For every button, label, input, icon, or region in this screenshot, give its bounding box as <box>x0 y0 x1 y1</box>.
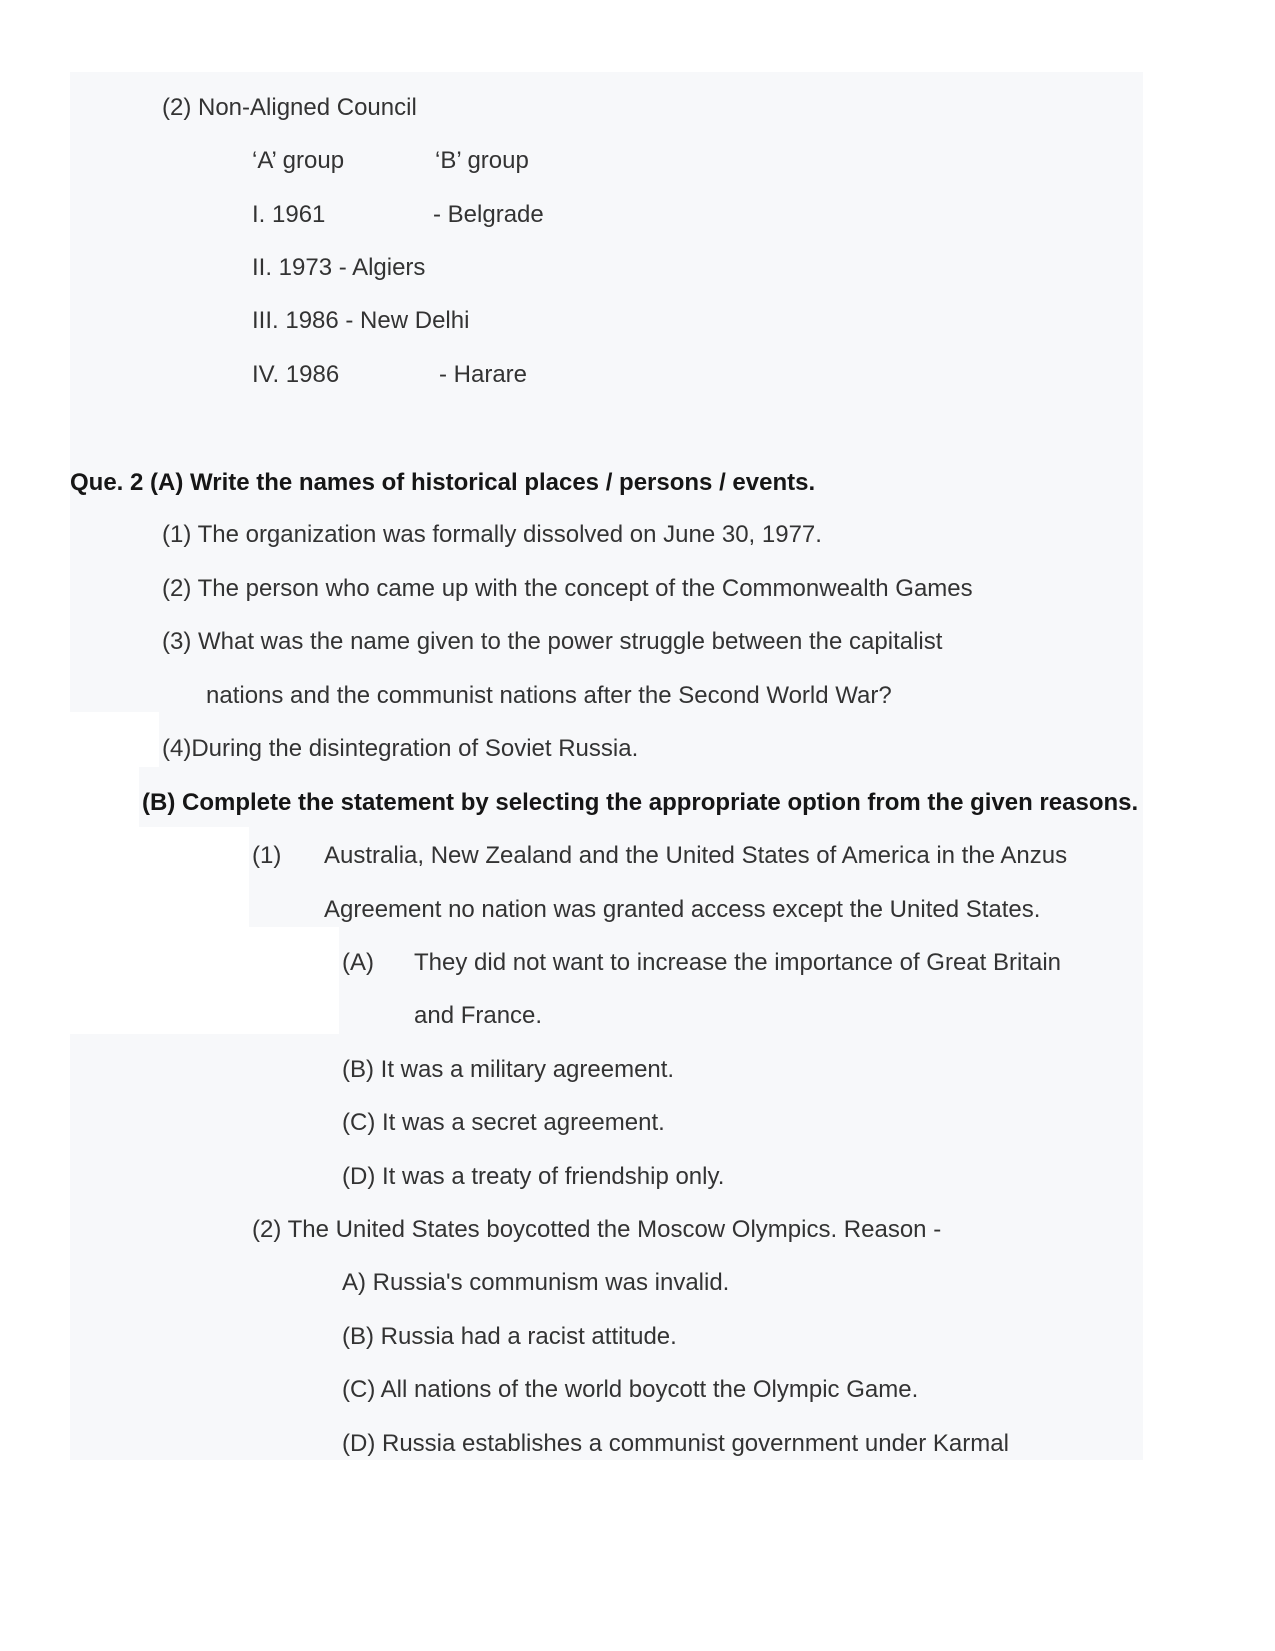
match-row-a: III. 1986 - New Delhi <box>252 307 470 334</box>
match-row-b: - Belgrade <box>433 201 544 228</box>
option-text: (D) Russia establishes a communist government under Karmal <box>342 1430 1009 1457</box>
match-row-a: II. 1973 - Algiers <box>252 254 426 281</box>
option-text: (C) It was a secret agreement. <box>342 1109 665 1136</box>
match-row-b: - Harare <box>439 361 528 388</box>
column-header-b: ‘B’ group <box>435 147 529 174</box>
question-item-continuation: nations and the communist nations after the Second World War? <box>206 682 892 709</box>
option-text: A) Russia's communism was invalid. <box>342 1269 730 1296</box>
question-item: (1) The organization was formally dissolved on June 30, 1977. <box>162 521 822 548</box>
match-row-a: I. 1961 <box>252 201 326 228</box>
question-text: Agreement no nation was granted access except the United States. <box>324 896 1041 923</box>
section-heading: (B) Complete the statement by selecting the appropriate option from the given reasons. <box>142 789 1139 816</box>
option-text: (B) Russia had a racist attitude. <box>342 1323 677 1350</box>
item-label: (2) Non-Aligned Council <box>162 94 417 121</box>
question-text: Australia, New Zealand and the United States of America in the Anzus <box>324 842 1068 869</box>
option-label: (A) <box>342 949 374 976</box>
option-text: They did not want to increase the importance of Great Britain <box>414 949 1062 976</box>
question-heading: Que. 2 (A) Write the names of historical places / persons / events. <box>70 469 816 496</box>
question-number: (1) <box>252 842 282 869</box>
question-item: (3) What was the name given to the power struggle between the capitalist <box>162 628 943 655</box>
option-text: (D) It was a treaty of friendship only. <box>342 1163 725 1190</box>
option-text: and France. <box>414 1002 543 1029</box>
option-text: (B) It was a military agreement. <box>342 1056 675 1083</box>
match-row-a: IV. 1986 <box>252 361 340 388</box>
option-text: (C) All nations of the world boycott the Olympic Game. <box>342 1376 919 1403</box>
column-header-a: ‘A’ group <box>252 147 345 174</box>
question-item: (4)During the disintegration of Soviet Russia. <box>162 735 639 762</box>
page-shading-top <box>70 72 1143 712</box>
question-text: (2) The United States boycotted the Moscow Olympics. Reason - <box>252 1216 942 1243</box>
question-item: (2) The person who came up with the concept of the Commonwealth Games <box>162 575 973 602</box>
